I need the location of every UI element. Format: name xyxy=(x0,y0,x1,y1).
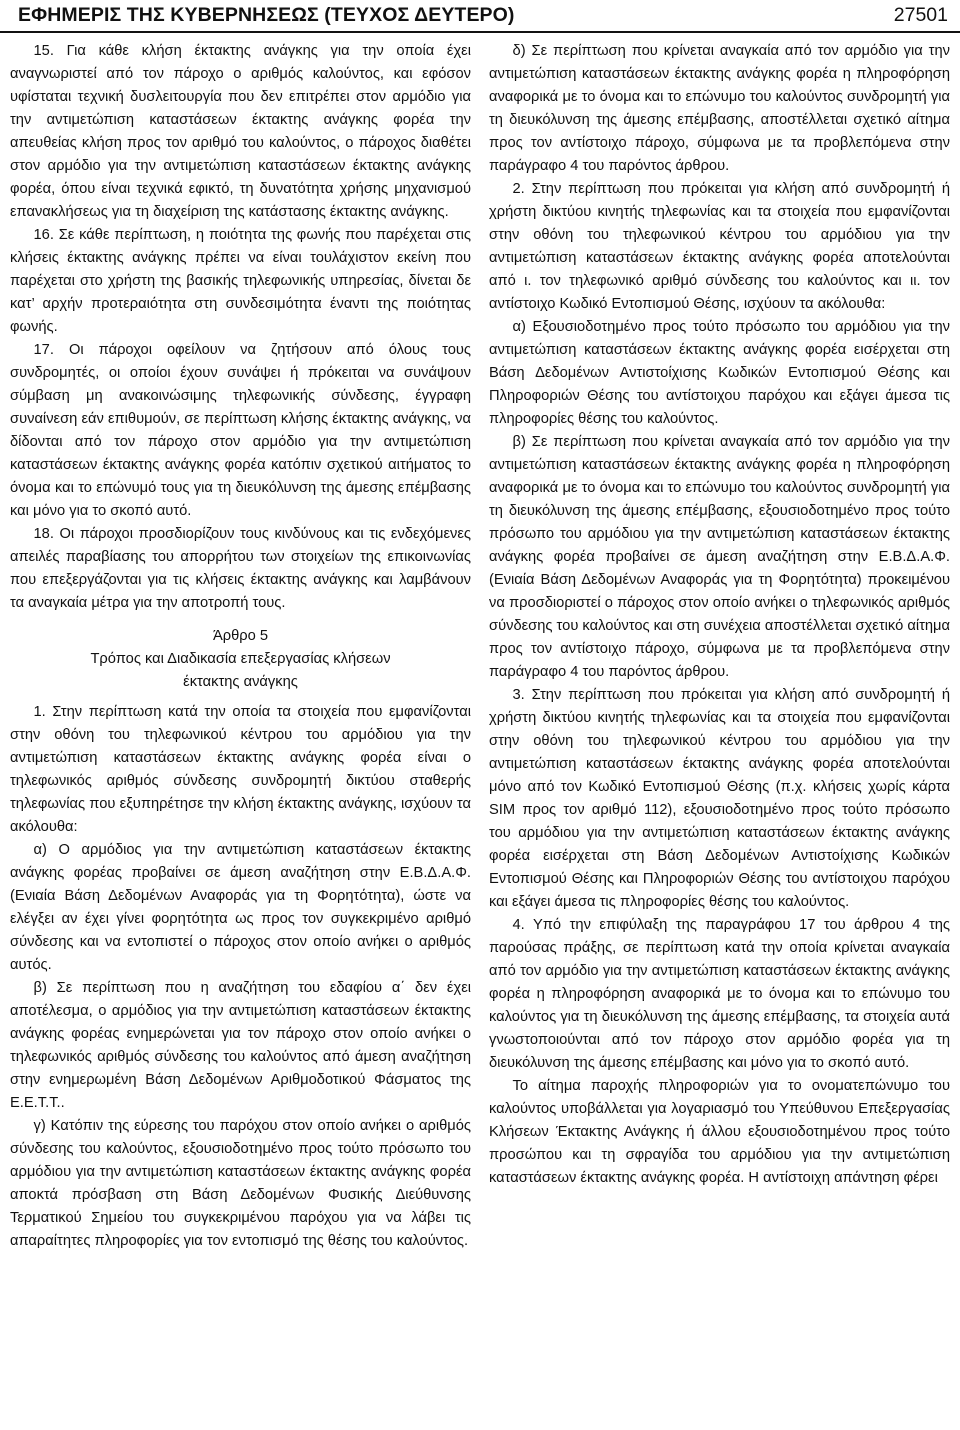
article-paragraph-1a: α) Ο αρμόδιος για την αντιμετώπιση καταστάσεων έκτακτης ανάγκης φορέας προβαίνει σε άμεση αναζήτηση στην Ε.Β.Δ.Α.Φ. (Ενιαία Βάση Δεδομένων Αναφοράς για τη Φορητότητα), ώστε να ελέγξει αν έχει γίνει φορητότητα ως προς τον συγκεκριμένο αριθμό σύνδεσης και να εντοπιστεί ο πάροχος στον οποίο ανήκει ο αριθμός αυτός. xyxy=(10,842,471,973)
article-title-line-2: έκτακτης ανάγκης xyxy=(183,674,298,690)
page-header xyxy=(0,0,960,32)
article-paragraph-2b: β) Σε περίπτωση που κρίνεται αναγκαία από τον αρμόδιο για την αντιμετώπιση καταστάσεων έκτακτης ανάγκης φορέα η πληροφόρηση αναφορικά με το όνομα και το επώνυμο του καλούντος συνδρομητή για τη διευκόλυνση της άμεσης επέμβασης, εξουσιοδοτημένο προς τούτο πρόσωπο του αρμόδιου για την αντιμετώπιση καταστάσεων έκτακτης ανάγκης φορέα προβαίνει σε άμεση αναζήτηση στην Ε.Β.Δ.Α.Φ. (Ενιαία Βάση Δεδομένων Αναφοράς για τη Φορητότητα) προκειμένου να προσδιοριστεί ο πάροχος στον οποίο ανήκει ο τηλεφωνικός αριθμός σύνδεσης του καλούντος και στη συνέχεια αποστέλλεται σχετικό αίτημα προς τον αντίστοιχο πάροχο, σύμφωνα με τα προβλεπόμενα στην παράγραφο 4 του παρόντος άρθρου. xyxy=(489,434,951,680)
article-paragraph-1b: β) Σε περίπτωση που η αναζήτηση του εδαφίου α΄ δεν έχει αποτέλεσμα, ο αρμόδιος για την αντιμετώπιση καταστάσεων έκτακτης ανάγκης φορέας ενημερώνεται για τον πάροχο στον οποίο ανήκει ο τηλεφωνικός αριθμός σύνδεσης του καλούντος από άμεση αναζήτηση στην ενημερωμένη Βάση Δεδομένων Αριθμοδοτικού Φάσματος της Ε.Ε.Τ.Τ.. xyxy=(10,980,471,1111)
paragraph-18: 18. Οι πάροχοι προσδιορίζουν τους κινδύνους και τις ενδεχόμενες απειλές παραβίασης του απορρήτου των στοιχείων της επικοινωνίας που επεξεργάζονται για τις κλήσεις έκτακτης ανάγκης και λαμβάνουν τα αναγκαία μέτρα για την αποτροπή τους. xyxy=(10,526,471,611)
page-number: 27501 xyxy=(893,4,948,26)
paragraph-16: 16. Σε κάθε περίπτωση, η ποιότητα της φωνής που παρέχεται στις κλήσεις έκτακτης ανάγκης πρέπει να είναι τουλάχιστον εκείνη που παρέχεται στο χρήστη της βασικής τηλεφωνικής υπηρεσίας, δίνεται δε κατ’ αρχήν προτεραιότητα στη συνδεσιμότητα έναντι της ποιότητας φωνής. xyxy=(10,227,471,335)
paragraph-15: 15. Για κάθε κλήση έκτακτης ανάγκης για την οποία έχει αναγνωριστεί από τον πάροχο ο αριθμός καλούντος, και εφόσον υφίσταται τεχνική δυσλειτουργία που δεν επιτρέπει στον αρμόδιο για την αντιμετώπιση καταστάσεων έκτακτης ανάγκης φορέα την απευθείας κλήση προς τον αριθμό του καλούντος, ο πάροχος διαθέτει στον αρμόδιο για την αντιμετώπιση καταστάσεων έκτακτης ανάγκης φορέα, όπου είναι τεχνικά εφικτό, τη δυνατότητα χρήσης μηχανισμού επανακλήσεως για τη διαχείριση της κατάστασης έκτακτης ανάγκης. xyxy=(10,43,471,220)
paragraph-17: 17. Οι πάροχοι οφείλουν να ζητήσουν από όλους τους συνδρομητές, οι οποίοι έχουν συνάψει ή πρόκειται να συνάψουν σύμβαση μη ανακοινώσιμης τηλεφωνικής σύνδεσης, έγγραφη συναίνεση εάν επιθυμούν, σε περίπτωση κλήσης έκτακτης ανάγκης, να δίδονται από τον πάροχο στον αρμόδιο για την αντιμετώπιση καταστάσεων έκτακτης ανάγκης φορέα κατόπιν σχετικού αιτήματος το όνομα και το επώνυμό τους για τη διευκόλυνση της άμεσης επέμβασης και μόνο για το σκοπό αυτό. xyxy=(10,342,471,519)
gazette-title: ΕΦΗΜΕΡΙΣ ΤΗΣ ΚΥΒΕΡΝΗΣΕΩΣ (ΤΕΥΧΟΣ ΔΕΥΤΕΡΟ) xyxy=(18,4,515,26)
header-divider xyxy=(0,31,960,33)
article-paragraph-4: 4. Υπό την επιφύλαξη της παραγράφου 17 του άρθρου 4 της παρούσας πράξης, σε περίπτωση κατά την οποία κρίνεται αναγκαία από τον αρμόδιο για την αντιμετώπιση καταστάσεων έκτακτης ανάγκης φορέα η πληροφόρηση αναφορικά με το όνομα και το επώνυμο του καλούντος για τη διευκόλυνση της άμεσης επέμβασης, τα στοιχεία αυτά γνωστοποιούνται από τον πάροχο στον αρμόδιο φορέα για τη διευκόλυνση της άμεσης επέμβασης και μόνο για το σκοπό αυτό. xyxy=(489,917,950,1071)
article-number: Άρθρο 5 xyxy=(212,628,269,644)
left-column xyxy=(10,40,471,1253)
article-heading xyxy=(10,625,471,694)
article-paragraph-4-continued: Το αίτημα παροχής πληροφοριών για το ονοματεπώνυμο του καλούντος υποβάλλεται για λογαριασμό του Υπεύθυνου Επεξεργασίας Κλήσεων Έκτακτης Ανάγκης ή άλλου εξουσιοδοτημένου προς τούτο προσώπου και τη σφραγίδα του αρμόδιου για την αντιμετώπιση καταστάσεων έκτακτης ανάγκης φορέα. Η αντίστοιχη απάντηση φέρει xyxy=(489,1078,950,1186)
article-paragraph-1: 1. Στην περίπτωση κατά την οποία τα στοιχεία που εμφανίζονται στην οθόνη του τηλεφωνικού κέντρου του αρμόδιου για την αντιμετώπιση καταστάσεων έκτακτης ανάγκης φορέα είναι ο τηλεφωνικός αριθμός σύνδεσης συνδρομητή δικτύου σταθερής τηλεφωνίας που εξυπηρέτησε την κλήση έκτακτης ανάγκης, ισχύουν τα ακόλουθα: xyxy=(10,704,471,835)
right-column xyxy=(489,40,950,1190)
article-paragraph-2a: α) Εξουσιοδοτημένο προς τούτο πρόσωπο του αρμόδιου για την αντιμετώπιση καταστάσεων έκτακτης ανάγκης φορέα εισέρχεται στη Βάση Δεδομένων Αντιστοίχισης Κωδικών Εντοπισμού Θέσης και Πληροφοριών Θέσης του αντίστοιχου παρόχου και εξάγει άμεσα τις πληροφορίες θέσης του καλούντος. xyxy=(489,319,950,427)
article-paragraph-1d: δ) Σε περίπτωση που κρίνεται αναγκαία από τον αρμόδιο για την αντιμετώπιση καταστάσεων έκτακτης ανάγκης φορέα η πληροφόρηση αναφορικά με το όνομα και το επώνυμο του καλούντος συνδρομητή για τη διευκόλυνση της άμεσης επέμβασης, αποστέλλεται σχετικό αίτημα προς τον αντίστοιχο πάροχο, σύμφωνα με τα προβλεπόμενα στην παράγραφο 4 του παρόντος άρθρου. xyxy=(489,43,950,174)
article-title-line-1: Τρόπος και Διαδικασία επεξεργασίας κλήσεων xyxy=(90,651,391,667)
article-paragraph-2: 2. Στην περίπτωση που πρόκειται για κλήση από συνδρομητή ή χρήστη δικτύου κινητής τηλεφωνίας και τα στοιχεία που εμφανίζονται στην οθόνη του τηλεφωνικού κέντρου του αρμόδιου για την αντιμετώπιση καταστάσεων έκτακτης ανάγκης φορέα αποτελούνται από ι. τον τηλεφωνικό αριθμό σύνδεσης του καλούντος και ιι. τον αντίστοιχο Κωδικό Εντοπισμού Θέσης, ισχύουν τα ακόλουθα: xyxy=(489,181,950,312)
article-paragraph-3: 3. Στην περίπτωση που πρόκειται για κλήση από συνδρομητή ή χρήστη δικτύου κινητής τηλεφωνίας και τα στοιχεία που εμφανίζονται στην οθόνη του τηλεφωνικού κέντρου του αρμόδιου για την αντιμετώπιση καταστάσεων έκτακτης ανάγκης φορέα αποτελούνται μόνο από τον Κωδικό Εντοπισμού Θέσης (π.χ. κλήσεις χωρίς κάρτα SIM προς τον αριθμό 112), εξουσιοδοτημένο προς τούτο πρόσωπο του αρμόδιου για την αντιμετώπιση καταστάσεων έκτακτης ανάγκης φορέα εισέρχεται στη Βάση Δεδομένων Αντιστοίχισης Κωδικών Εντοπισμού Θέσης και Πληροφοριών Θέσης του αντίστοιχου παρόχου και εξάγει άμεσα τις πληροφορίες θέσης του καλούντος. xyxy=(489,687,950,910)
article-paragraph-1c: γ) Κατόπιν της εύρεσης του παρόχου στον οποίο ανήκει ο αριθμός σύνδεσης του καλούντος, εξουσιοδοτημένο προς τούτο πρόσωπο του αρμόδιου για την αντιμετώπιση καταστάσεων έκτακτης ανάγκης φορέα αποκτά πρόσβαση στη Βάση Δεδομένων Φυσικής Διεύθυνσης Τερματικού Σημείου του συγκεκριμένου παρόχου για να λάβει τις απαραίτητες πληροφορίες για τον εντοπισμό της θέσης του καλούντος. xyxy=(10,1118,471,1249)
